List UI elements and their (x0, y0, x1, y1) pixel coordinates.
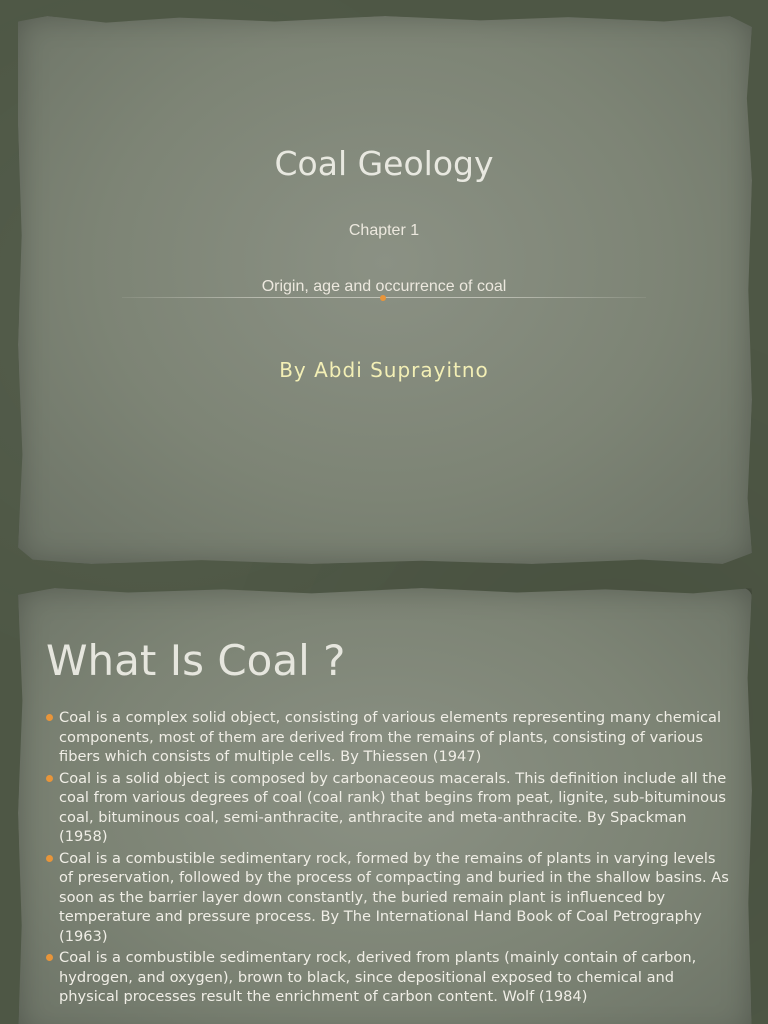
bullet-dot-icon (46, 714, 53, 721)
bullet-dot-icon (46, 954, 53, 961)
bullet-dot-icon (46, 855, 53, 862)
bullet-dot-icon (46, 775, 53, 782)
divider-dot-icon (380, 295, 386, 301)
author-line: By Abdi Suprayitno (279, 358, 489, 382)
bullet-text: Coal is a solid object is composed by carbonaceous macerals. This definition include all the coal from various degrees of coal (coal rank) that begins from peat, lignite, sub-bituminous coal, bituminous coal, semi-anthracite, anthracite and meta-anthracite. By Spackman (1958) (59, 769, 727, 845)
bullet-item (44, 849, 734, 947)
bullet-text: Coal is a combustible sedimentary rock, formed by the remains of plants in varying levels of preservation, followed by the process of compacting and buried in the shallow basins. As soon as the barrier layer down constantly, the buried remain plant is influenced by temperature and pressure process. By The International Hand Book of Coal Petrography (1963) (59, 849, 729, 945)
bullet-item (44, 708, 734, 767)
bullet-text: Coal is a combustible sedimentary rock, derived from plants (mainly contain of carbon, hydrogen, and oxygen), brown to black, since depositional exposed to chemical and physical processes result the enrichment of carbon content. Wolf (1984) (59, 949, 697, 1005)
bullet-item (44, 948, 734, 1007)
slide-subtitle: Origin, age and occurrence of coal (261, 278, 507, 295)
bullet-item (44, 769, 734, 847)
chapter-label: Chapter 1 (348, 222, 420, 239)
bullet-list (44, 708, 734, 1009)
bullet-text: Coal is a complex solid object, consisting of various elements representing many chemical components, most of them are derived from the remains of plants, consisting of various fibers which consists of multiple cells. By Thiessen (1947) (59, 709, 722, 765)
content-heading: What Is Coal ? (46, 636, 346, 685)
slide-title: Coal Geology (274, 144, 494, 183)
